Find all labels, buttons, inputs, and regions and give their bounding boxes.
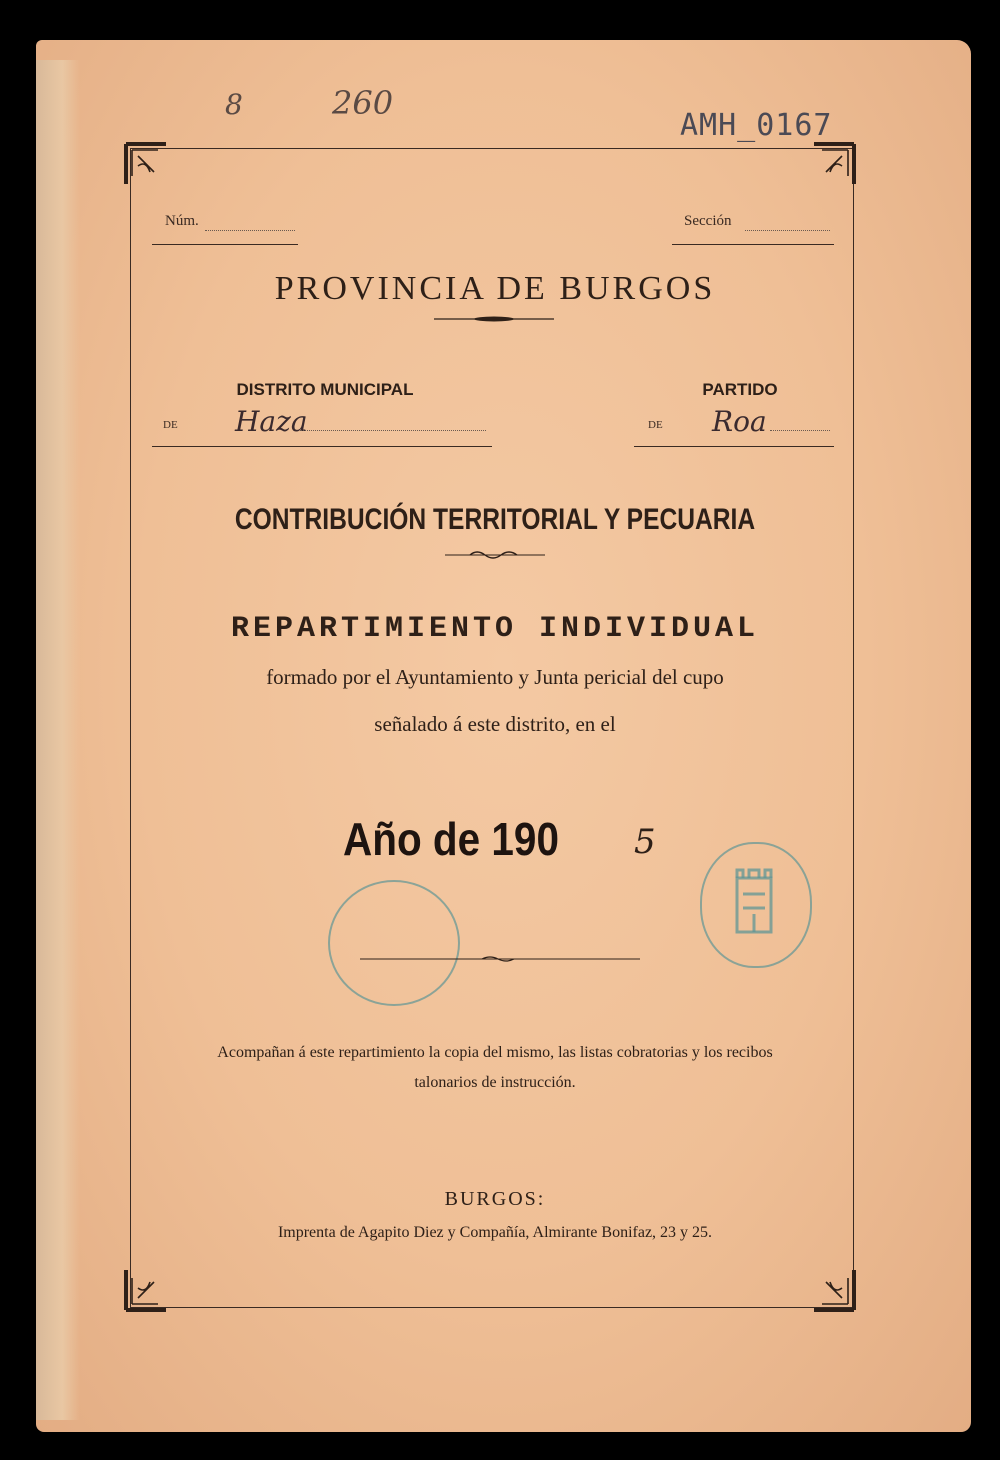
annotation-number: 260 [332,84,394,122]
repartimiento-title: REPARTIMIENTO INDIVIDUAL [230,612,760,646]
year-label: Año de 190 [343,813,559,865]
corner-ornament-top-left [124,142,168,186]
partido-dots [770,430,830,431]
printer-city: BURGOS: [444,1188,546,1210]
section-label: Sección [684,213,732,229]
year-handwritten-digit: 5 [634,822,656,862]
district-label: DISTRITO MUNICIPAL [236,380,414,399]
page-edge [36,60,80,1420]
partido-underline [634,446,834,447]
border-bottom [130,1307,854,1308]
district-de: DE [163,419,178,431]
num-label: Núm. [165,213,199,229]
province-title: PROVINCIA DE BURGOS [274,270,716,307]
printer-address: Imprenta de Agapito Diez y Compañía, Almirante Bonifaz, 23 y 25. [277,1224,713,1241]
partido-value: Roa [712,405,767,438]
note-line2: talonarios de instrucción. [414,1074,576,1091]
annotation-code: AMH_0167 [680,108,833,143]
district-value: Haza [235,405,308,438]
corner-ornament-bottom-left [124,1268,168,1312]
annotation-left: 8 [225,88,243,121]
partido-de: DE [648,419,663,431]
num-underline [152,244,298,245]
district-dots [300,430,486,431]
contribution-title: CONTRIBUCIÓN TERRITORIAL Y PECUARIA [234,503,756,536]
corner-ornament-bottom-right [812,1268,856,1312]
middle-divider [360,953,640,965]
num-dots [205,230,295,231]
partido-label: PARTIDO [702,380,778,399]
repartimiento-line2: señalado á este distrito, en el [374,712,616,736]
corner-ornament-top-right [812,142,856,186]
section-underline [672,244,834,245]
section-dots [745,230,830,231]
note-line1: Acompañan á este repartimiento la copia del mismo, las listas cobratorias y los recibos [217,1044,773,1061]
repartimiento-line1: formado por el Ayuntamiento y Junta pericial del cupo [266,665,724,689]
district-underline [152,446,492,447]
seal-stamp-left [328,880,460,1006]
castle-emblem-icon [733,868,775,936]
border-top [130,148,854,149]
title-divider [434,314,554,324]
contribution-divider [445,549,545,561]
